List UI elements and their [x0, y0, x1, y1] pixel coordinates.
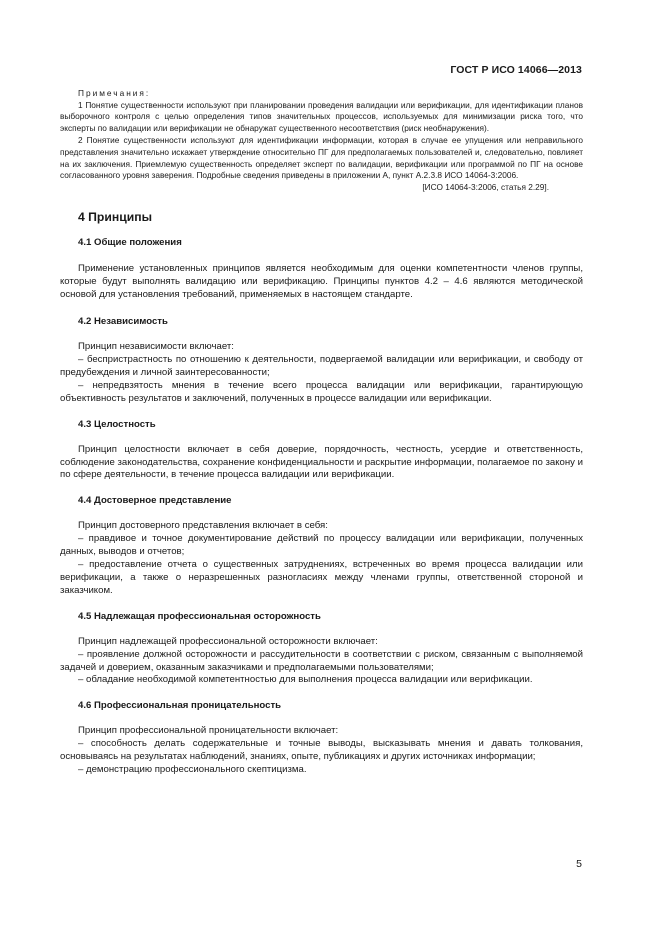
subsection-4-6-intro: Принцип профессиональной проницательности включает:: [78, 725, 339, 737]
page-number: 5: [576, 858, 582, 870]
document-header: ГОСТ Р ИСО 14066—2013: [450, 64, 582, 76]
note-2: 2 Понятие существенности используют для идентификации информации, которая в случае ее упущения или неправильного представления значительно искажает утверждение относительно ПГ для предполагаемых пользователей и, следовательно, повлияет на их заключения. Приемлемую существенность определяет эксперт по валидации, верификации или программой по ПГ на основе согласованного уровня заверения. Подробные сведения приведены в приложении А, пункт А.2.3.8 ИСО 14064-3:2006.: [60, 135, 583, 181]
subsection-4-5-title: 4.5 Надлежащая профессиональная осторожность: [78, 610, 321, 622]
subsection-4-6-item-2: – демонстрацию профессионального скептицизма.: [78, 764, 307, 776]
subsection-4-1-paragraph: Применение установленных принципов является необходимым для оценки компетентности членов группы, которые будут выполнять валидацию или верификацию. Принципы пунктов 4.2 – 4.6 являются методической основой для установления требований, применяемых в настоящем стандарте.: [60, 263, 583, 301]
subsection-4-3-paragraph: Принцип целостности включает в себя доверие, порядочность, честность, усердие и ответственность, соблюдение законодательства, сохранение конфиденциальности и раскрытие информации, полагаемое по закону и по сфере деятельности, в течение процесса валидации или верификации.: [60, 443, 583, 481]
subsection-4-3-title: 4.3 Целостность: [78, 418, 156, 430]
page-content: [60, 88, 583, 777]
section-title: 4 Принципы: [78, 210, 152, 225]
notes-block: [60, 88, 583, 193]
subsection-4-5-item-2: – обладание необходимой компетентностью для выполнения процесса валидации или верификации.: [78, 674, 533, 686]
subsection-4-2-item-1: – беспристрастность по отношению к деятельности, подвергаемой валидации или верификации, и свободу от предубеждения и личной заинтересованности;: [60, 353, 583, 378]
subsection-4-2-title: 4.2 Независимость: [78, 316, 168, 328]
note-source: [ИСО 14064-3:2006, статья 2.29].: [422, 181, 549, 192]
notes-title: Примечания:: [78, 88, 151, 98]
subsection-4-4-intro: Принцип достоверного представления включает в себя:: [78, 520, 328, 532]
subsection-4-6-title: 4.6 Профессиональная проницательность: [78, 700, 282, 712]
subsection-4-4-item-1: – правдивое и точное документирование действий по процессу валидации или верификации, полученных данных, выводов и отчетов;: [60, 533, 583, 558]
subsection-4-5-item-1: – проявление должной осторожности и рассудительности в соответствии с риском, связанным с выполняемой задачей и доверием, оказанным заказчиками и предполагаемыми пользователями;: [60, 648, 583, 673]
subsection-4-2-intro: Принцип независимости включает:: [78, 341, 234, 353]
note-1: 1 Понятие существенности используют при планировании проведения валидации или верификации, для идентификации планов выборочного контроля с целью определения типов значительных процессов, используемых для минимизации риска того, что эксперты по валидации или верификации не обнаружат существенного несоответствия (риск необнаружения).: [60, 99, 583, 133]
subsection-4-2-item-2: – непредвзятость мнения в течение всего процесса валидации или верификации, гарантирующую объективность результатов и заключений, полученных в процессе валидации или верификации.: [60, 379, 583, 404]
subsection-4-6-item-1: – способность делать содержательные и точные выводы, высказывать мнения и давать толкования, основываясь на результатах наблюдений, знаниях, опыте, публикациях и других источниках информации;: [60, 738, 583, 763]
subsection-4-4-item-2: – предоставление отчета о существенных затруднениях, встреченных во время процесса валидации или верификации, а также о неразрешенных разногласиях между членами группы, ответственной стороной и заказчиком.: [60, 559, 583, 596]
subsection-4-1-title: 4.1 Общие положения: [78, 237, 182, 249]
subsection-4-5-intro: Принцип надлежащей профессиональной осторожности включает:: [78, 635, 378, 647]
subsection-4-4-title: 4.4 Достоверное представление: [78, 495, 232, 507]
note-source-row: [60, 182, 583, 194]
